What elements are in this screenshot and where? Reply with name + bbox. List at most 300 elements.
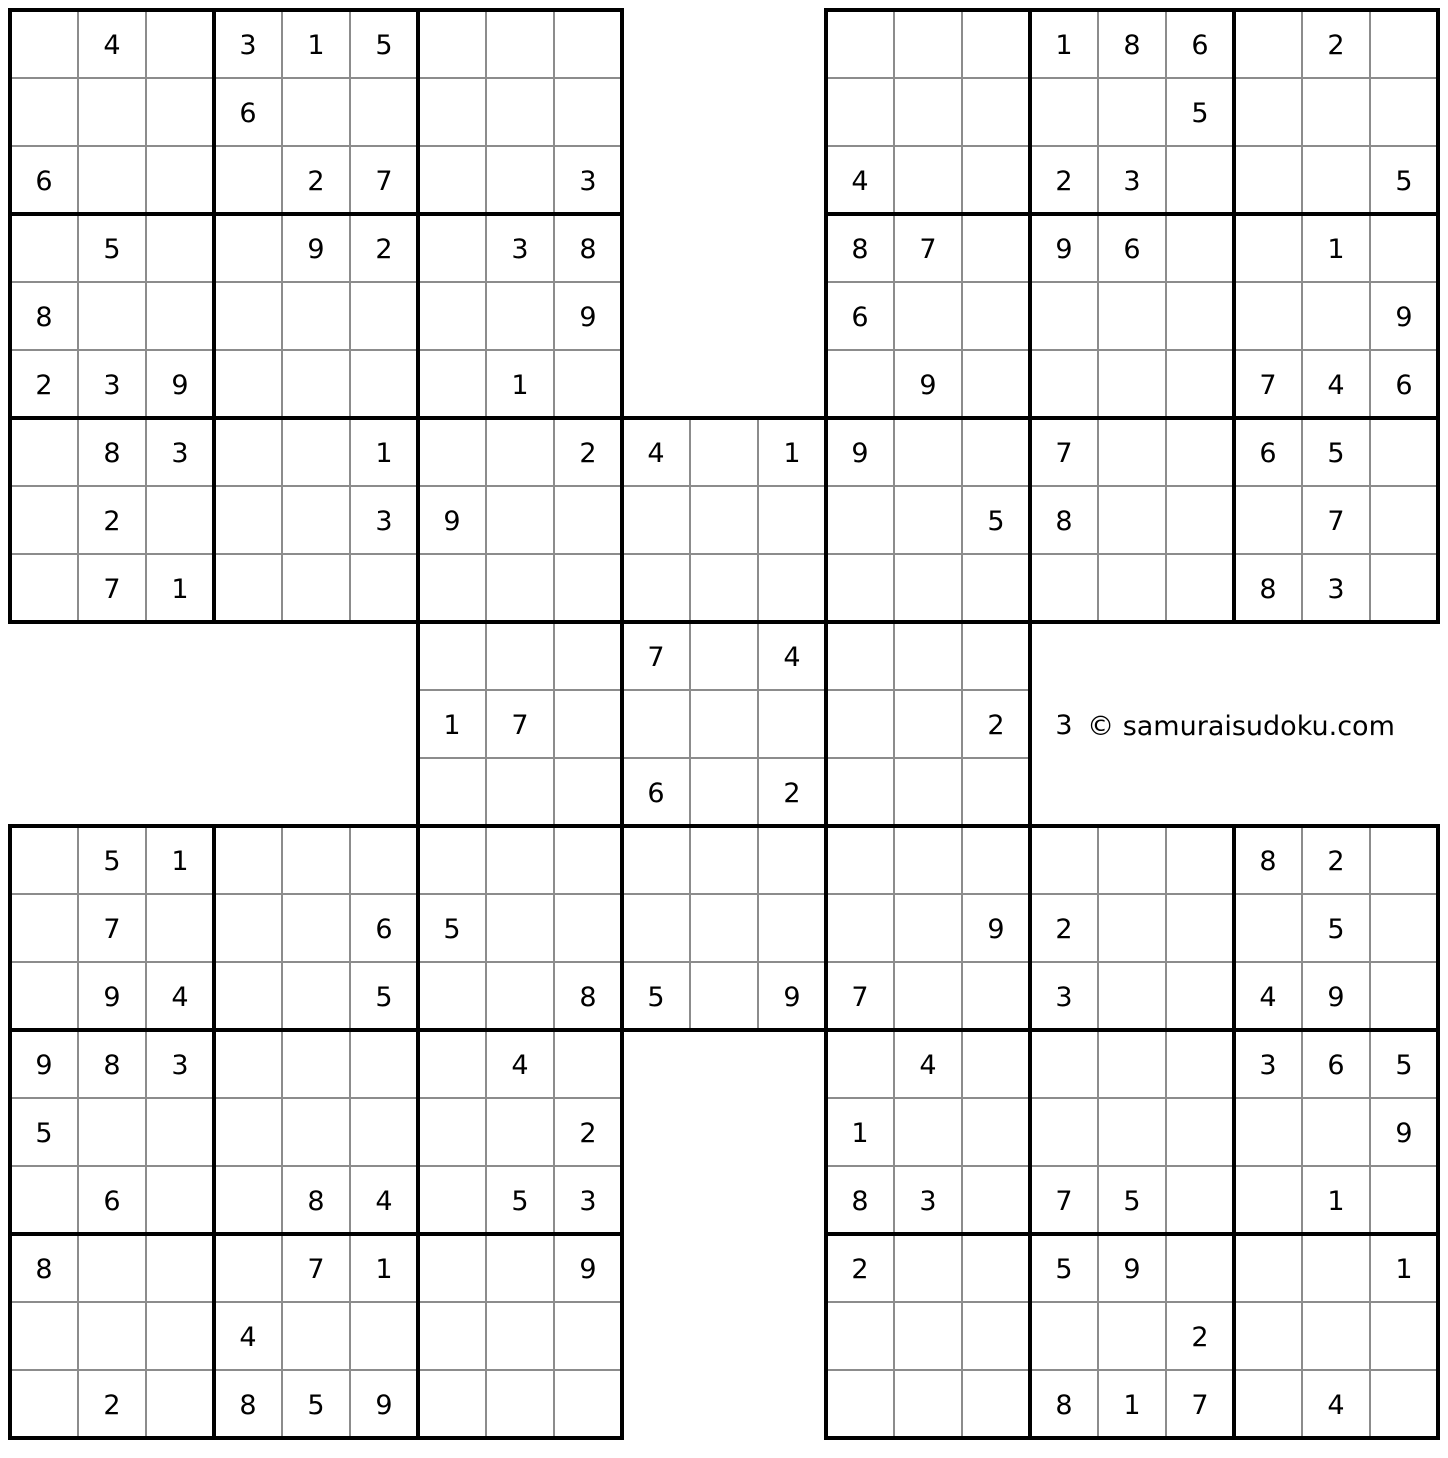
empty-cell[interactable] xyxy=(486,1370,554,1438)
empty-cell[interactable] xyxy=(554,350,622,418)
empty-cell[interactable] xyxy=(826,350,894,418)
empty-cell[interactable] xyxy=(894,418,962,486)
empty-cell[interactable] xyxy=(962,282,1030,350)
empty-cell[interactable] xyxy=(350,282,418,350)
empty-cell[interactable] xyxy=(418,1370,486,1438)
empty-cell[interactable] xyxy=(1302,78,1370,146)
empty-cell[interactable] xyxy=(554,1030,622,1098)
empty-cell[interactable] xyxy=(1166,962,1234,1030)
empty-cell[interactable] xyxy=(1166,1166,1234,1234)
empty-cell[interactable] xyxy=(554,894,622,962)
empty-cell[interactable] xyxy=(1166,282,1234,350)
empty-cell[interactable] xyxy=(10,10,78,78)
empty-cell[interactable] xyxy=(826,826,894,894)
empty-cell[interactable] xyxy=(486,826,554,894)
empty-cell[interactable] xyxy=(690,486,758,554)
empty-cell[interactable] xyxy=(1098,894,1166,962)
empty-cell[interactable] xyxy=(1234,1234,1302,1302)
cell-digit: 5 xyxy=(1327,438,1345,469)
empty-cell[interactable] xyxy=(962,622,1030,690)
empty-cell[interactable] xyxy=(962,350,1030,418)
cell-digit: 8 xyxy=(35,302,53,333)
cell-digit: 3 xyxy=(171,1050,189,1081)
empty-cell[interactable] xyxy=(1302,1098,1370,1166)
cell-digit: 9 xyxy=(171,370,189,401)
empty-cell[interactable] xyxy=(78,146,146,214)
empty-cell[interactable] xyxy=(826,758,894,826)
empty-cell[interactable] xyxy=(146,1166,214,1234)
empty-cell[interactable] xyxy=(350,554,418,622)
empty-cell[interactable] xyxy=(1234,1370,1302,1438)
empty-cell[interactable] xyxy=(10,1166,78,1234)
cell-digit: 2 xyxy=(1327,846,1345,877)
empty-cell[interactable] xyxy=(1370,826,1438,894)
cell-digit: 5 xyxy=(35,1118,53,1149)
empty-cell[interactable] xyxy=(1370,1370,1438,1438)
empty-cell[interactable] xyxy=(1030,1030,1098,1098)
empty-cell[interactable] xyxy=(486,486,554,554)
empty-cell[interactable] xyxy=(1166,826,1234,894)
empty-cell[interactable] xyxy=(1166,146,1234,214)
empty-cell[interactable] xyxy=(1030,78,1098,146)
empty-cell[interactable] xyxy=(894,1234,962,1302)
cell-digit: 3 xyxy=(239,30,257,61)
empty-cell[interactable] xyxy=(758,894,826,962)
empty-cell[interactable] xyxy=(826,78,894,146)
cell-digit: 5 xyxy=(375,30,393,61)
empty-cell[interactable] xyxy=(78,78,146,146)
empty-cell[interactable] xyxy=(486,1302,554,1370)
empty-cell[interactable] xyxy=(1234,282,1302,350)
cell-digit: 2 xyxy=(103,1390,121,1421)
empty-cell[interactable] xyxy=(146,1234,214,1302)
cell-digit: 3 xyxy=(1055,982,1073,1013)
cell-digit: 5 xyxy=(647,982,665,1013)
empty-cell[interactable] xyxy=(214,1234,282,1302)
empty-cell[interactable] xyxy=(1370,418,1438,486)
empty-cell[interactable] xyxy=(622,826,690,894)
empty-cell[interactable] xyxy=(418,758,486,826)
cell-digit: 8 xyxy=(307,1186,325,1217)
empty-cell[interactable] xyxy=(894,554,962,622)
empty-cell[interactable] xyxy=(146,214,214,282)
empty-cell[interactable] xyxy=(10,214,78,282)
empty-cell[interactable] xyxy=(78,1098,146,1166)
empty-cell[interactable] xyxy=(622,894,690,962)
empty-cell[interactable] xyxy=(1370,10,1438,78)
empty-cell[interactable] xyxy=(894,758,962,826)
empty-cell[interactable] xyxy=(1166,1098,1234,1166)
empty-cell[interactable] xyxy=(554,10,622,78)
cell-digit: 2 xyxy=(783,778,801,809)
empty-cell[interactable] xyxy=(350,1030,418,1098)
empty-cell[interactable] xyxy=(1166,486,1234,554)
empty-cell[interactable] xyxy=(894,146,962,214)
empty-cell[interactable] xyxy=(214,1166,282,1234)
empty-cell[interactable] xyxy=(894,690,962,758)
cell-digit: 3 xyxy=(375,506,393,537)
empty-cell[interactable] xyxy=(486,894,554,962)
cell-digit: 7 xyxy=(1191,1390,1209,1421)
empty-cell[interactable] xyxy=(146,146,214,214)
empty-cell[interactable] xyxy=(554,826,622,894)
empty-cell[interactable] xyxy=(1370,1166,1438,1234)
empty-cell[interactable] xyxy=(894,1098,962,1166)
empty-cell[interactable] xyxy=(894,962,962,1030)
empty-cell[interactable] xyxy=(1370,214,1438,282)
empty-cell[interactable] xyxy=(758,826,826,894)
empty-cell[interactable] xyxy=(690,758,758,826)
empty-cell[interactable] xyxy=(282,826,350,894)
empty-cell[interactable] xyxy=(486,962,554,1030)
empty-cell[interactable] xyxy=(282,1098,350,1166)
empty-cell[interactable] xyxy=(146,282,214,350)
cell-digit: 9 xyxy=(579,302,597,333)
empty-cell[interactable] xyxy=(758,690,826,758)
empty-cell[interactable] xyxy=(554,690,622,758)
empty-cell[interactable] xyxy=(486,10,554,78)
cell-digit: 2 xyxy=(579,438,597,469)
empty-cell[interactable] xyxy=(622,554,690,622)
empty-cell[interactable] xyxy=(962,1166,1030,1234)
empty-cell[interactable] xyxy=(1302,1302,1370,1370)
empty-cell[interactable] xyxy=(826,1302,894,1370)
empty-cell[interactable] xyxy=(486,282,554,350)
cell-digit: 7 xyxy=(511,710,529,741)
empty-cell[interactable] xyxy=(690,554,758,622)
empty-cell[interactable] xyxy=(10,78,78,146)
empty-cell[interactable] xyxy=(962,1234,1030,1302)
cell-digit: 5 xyxy=(1055,1254,1073,1285)
empty-cell[interactable] xyxy=(1166,418,1234,486)
empty-cell[interactable] xyxy=(962,418,1030,486)
empty-cell[interactable] xyxy=(214,1098,282,1166)
cell-digit: 4 xyxy=(1327,370,1345,401)
empty-cell[interactable] xyxy=(1370,486,1438,554)
empty-cell[interactable] xyxy=(10,962,78,1030)
empty-cell[interactable] xyxy=(1030,826,1098,894)
empty-cell[interactable] xyxy=(1098,1098,1166,1166)
empty-cell[interactable] xyxy=(690,622,758,690)
empty-cell[interactable] xyxy=(1030,350,1098,418)
empty-cell[interactable] xyxy=(554,622,622,690)
empty-cell[interactable] xyxy=(282,1030,350,1098)
empty-cell[interactable] xyxy=(146,10,214,78)
empty-cell[interactable] xyxy=(1166,894,1234,962)
empty-cell[interactable] xyxy=(282,78,350,146)
cell-digit: 8 xyxy=(103,438,121,469)
cell-digit: 7 xyxy=(851,982,869,1013)
empty-cell[interactable] xyxy=(418,282,486,350)
empty-cell[interactable] xyxy=(1234,146,1302,214)
cell-digit: 3 xyxy=(103,370,121,401)
empty-cell[interactable] xyxy=(1030,1098,1098,1166)
empty-cell[interactable] xyxy=(962,1098,1030,1166)
empty-cell[interactable] xyxy=(214,418,282,486)
empty-cell[interactable] xyxy=(554,554,622,622)
empty-cell[interactable] xyxy=(418,10,486,78)
empty-cell[interactable] xyxy=(418,962,486,1030)
cell-digit: 2 xyxy=(987,710,1005,741)
empty-cell[interactable] xyxy=(418,350,486,418)
empty-cell[interactable] xyxy=(486,622,554,690)
empty-cell[interactable] xyxy=(1166,554,1234,622)
empty-cell[interactable] xyxy=(826,622,894,690)
empty-cell[interactable] xyxy=(1234,1302,1302,1370)
empty-cell[interactable] xyxy=(826,894,894,962)
empty-cell[interactable] xyxy=(1370,962,1438,1030)
cell-digit: 6 xyxy=(35,166,53,197)
cell-digit: 3 xyxy=(511,234,529,265)
empty-cell[interactable] xyxy=(486,1234,554,1302)
empty-cell[interactable] xyxy=(214,962,282,1030)
empty-cell[interactable] xyxy=(10,1370,78,1438)
empty-cell[interactable] xyxy=(418,78,486,146)
cell-digit: 6 xyxy=(1123,234,1141,265)
empty-cell[interactable] xyxy=(1098,486,1166,554)
empty-cell[interactable] xyxy=(962,1030,1030,1098)
cell-digit: 8 xyxy=(579,234,597,265)
cell-digit: 9 xyxy=(1327,982,1345,1013)
empty-cell[interactable] xyxy=(10,554,78,622)
empty-cell[interactable] xyxy=(486,418,554,486)
empty-cell[interactable] xyxy=(1098,78,1166,146)
cell-digit: 5 xyxy=(103,846,121,877)
cell-digit: 1 xyxy=(1327,1186,1345,1217)
empty-cell[interactable] xyxy=(1234,1166,1302,1234)
empty-cell[interactable] xyxy=(146,78,214,146)
empty-cell[interactable] xyxy=(418,1166,486,1234)
empty-cell[interactable] xyxy=(1234,1098,1302,1166)
cell-digit: 9 xyxy=(783,982,801,1013)
empty-cell[interactable] xyxy=(962,78,1030,146)
empty-cell[interactable] xyxy=(962,1302,1030,1370)
empty-cell[interactable] xyxy=(1098,962,1166,1030)
empty-cell[interactable] xyxy=(350,826,418,894)
cell-digit: 1 xyxy=(307,30,325,61)
empty-cell[interactable] xyxy=(350,78,418,146)
cell-digit: 4 xyxy=(103,30,121,61)
empty-cell[interactable] xyxy=(1234,78,1302,146)
empty-cell[interactable] xyxy=(282,554,350,622)
empty-cell[interactable] xyxy=(418,622,486,690)
empty-cell[interactable] xyxy=(10,1302,78,1370)
empty-cell[interactable] xyxy=(1098,282,1166,350)
empty-cell[interactable] xyxy=(418,1098,486,1166)
empty-cell[interactable] xyxy=(962,10,1030,78)
empty-cell[interactable] xyxy=(690,690,758,758)
empty-cell[interactable] xyxy=(282,486,350,554)
empty-cell[interactable] xyxy=(1166,214,1234,282)
empty-cell[interactable] xyxy=(282,282,350,350)
cell-digit: 6 xyxy=(647,778,665,809)
empty-cell[interactable] xyxy=(418,418,486,486)
cell-digit: 9 xyxy=(307,234,325,265)
empty-cell[interactable] xyxy=(826,1030,894,1098)
empty-cell[interactable] xyxy=(10,486,78,554)
empty-cell[interactable] xyxy=(962,962,1030,1030)
empty-cell[interactable] xyxy=(282,894,350,962)
empty-cell[interactable] xyxy=(78,282,146,350)
empty-cell[interactable] xyxy=(486,1098,554,1166)
cell-digit: 3 xyxy=(579,1186,597,1217)
empty-cell[interactable] xyxy=(10,894,78,962)
empty-cell[interactable] xyxy=(690,962,758,1030)
empty-cell[interactable] xyxy=(758,554,826,622)
empty-cell[interactable] xyxy=(826,554,894,622)
empty-cell[interactable] xyxy=(1030,554,1098,622)
cell-digit: 3 xyxy=(1259,1050,1277,1081)
cell-digit: 2 xyxy=(1191,1322,1209,1353)
copyright-text: © samuraisudoku.com xyxy=(1087,711,1395,742)
empty-cell[interactable] xyxy=(350,1302,418,1370)
empty-cell[interactable] xyxy=(418,1234,486,1302)
empty-cell[interactable] xyxy=(486,146,554,214)
empty-cell[interactable] xyxy=(10,826,78,894)
empty-cell[interactable] xyxy=(418,1030,486,1098)
empty-cell[interactable] xyxy=(962,214,1030,282)
empty-cell[interactable] xyxy=(758,486,826,554)
empty-cell[interactable] xyxy=(826,1370,894,1438)
empty-cell[interactable] xyxy=(962,1370,1030,1438)
cell-digit: 4 xyxy=(783,642,801,673)
empty-cell[interactable] xyxy=(1302,146,1370,214)
empty-cell[interactable] xyxy=(690,418,758,486)
empty-cell[interactable] xyxy=(1166,350,1234,418)
empty-cell[interactable] xyxy=(894,10,962,78)
empty-cell[interactable] xyxy=(894,826,962,894)
empty-cell[interactable] xyxy=(554,486,622,554)
empty-cell[interactable] xyxy=(418,826,486,894)
empty-cell[interactable] xyxy=(554,758,622,826)
empty-cell[interactable] xyxy=(826,690,894,758)
empty-cell[interactable] xyxy=(962,758,1030,826)
empty-cell[interactable] xyxy=(894,1302,962,1370)
cell-digit: 2 xyxy=(35,370,53,401)
empty-cell[interactable] xyxy=(486,554,554,622)
cell-digit: 3 xyxy=(171,438,189,469)
cell-digit: 2 xyxy=(1327,30,1345,61)
empty-cell[interactable] xyxy=(214,214,282,282)
empty-cell[interactable] xyxy=(1234,214,1302,282)
empty-cell[interactable] xyxy=(1098,350,1166,418)
empty-cell[interactable] xyxy=(282,1302,350,1370)
cell-digit: 1 xyxy=(511,370,529,401)
empty-cell[interactable] xyxy=(10,418,78,486)
cell-digit: 8 xyxy=(1055,1390,1073,1421)
empty-cell[interactable] xyxy=(1166,1234,1234,1302)
empty-cell[interactable] xyxy=(894,1370,962,1438)
empty-cell[interactable] xyxy=(1098,554,1166,622)
empty-cell[interactable] xyxy=(214,894,282,962)
cell-digit: 9 xyxy=(375,1390,393,1421)
empty-cell[interactable] xyxy=(1370,554,1438,622)
empty-cell[interactable] xyxy=(1234,894,1302,962)
empty-cell[interactable] xyxy=(1030,282,1098,350)
empty-cell[interactable] xyxy=(214,486,282,554)
empty-cell[interactable] xyxy=(826,486,894,554)
empty-cell[interactable] xyxy=(1234,486,1302,554)
empty-cell[interactable] xyxy=(146,486,214,554)
empty-cell[interactable] xyxy=(1234,10,1302,78)
empty-cell[interactable] xyxy=(214,1030,282,1098)
cell-digit: 7 xyxy=(1055,1186,1073,1217)
empty-cell[interactable] xyxy=(486,78,554,146)
empty-cell[interactable] xyxy=(1098,826,1166,894)
empty-cell[interactable] xyxy=(350,350,418,418)
empty-cell[interactable] xyxy=(894,894,962,962)
empty-cell[interactable] xyxy=(1098,1030,1166,1098)
empty-cell[interactable] xyxy=(1098,418,1166,486)
cell-digit: 2 xyxy=(579,1118,597,1149)
cell-digit: 1 xyxy=(443,710,461,741)
empty-cell[interactable] xyxy=(418,214,486,282)
empty-cell[interactable] xyxy=(418,1302,486,1370)
empty-cell[interactable] xyxy=(418,146,486,214)
empty-cell[interactable] xyxy=(486,758,554,826)
cell-digit: 8 xyxy=(35,1254,53,1285)
empty-cell[interactable] xyxy=(622,486,690,554)
empty-cell[interactable] xyxy=(282,350,350,418)
empty-cell[interactable] xyxy=(554,78,622,146)
empty-cell[interactable] xyxy=(78,1302,146,1370)
empty-cell[interactable] xyxy=(1030,1302,1098,1370)
cell-digit: 3 xyxy=(919,1186,937,1217)
empty-cell[interactable] xyxy=(690,826,758,894)
empty-cell[interactable] xyxy=(894,622,962,690)
empty-cell[interactable] xyxy=(554,1302,622,1370)
empty-cell[interactable] xyxy=(78,1234,146,1302)
empty-cell[interactable] xyxy=(1098,1302,1166,1370)
cell-digit: 6 xyxy=(1395,370,1413,401)
empty-cell[interactable] xyxy=(282,962,350,1030)
empty-cell[interactable] xyxy=(214,554,282,622)
empty-cell[interactable] xyxy=(1370,1302,1438,1370)
empty-cell[interactable] xyxy=(894,78,962,146)
empty-cell[interactable] xyxy=(214,826,282,894)
cell-digit: 9 xyxy=(919,370,937,401)
empty-cell[interactable] xyxy=(690,894,758,962)
empty-cell[interactable] xyxy=(1302,282,1370,350)
empty-cell[interactable] xyxy=(146,894,214,962)
empty-cell[interactable] xyxy=(894,282,962,350)
empty-cell[interactable] xyxy=(554,1370,622,1438)
empty-cell[interactable] xyxy=(146,1370,214,1438)
empty-cell[interactable] xyxy=(894,486,962,554)
empty-cell[interactable] xyxy=(214,146,282,214)
empty-cell[interactable] xyxy=(146,1098,214,1166)
empty-cell[interactable] xyxy=(962,146,1030,214)
cell-digit: 6 xyxy=(1259,438,1277,469)
empty-cell[interactable] xyxy=(1370,78,1438,146)
empty-cell[interactable] xyxy=(214,350,282,418)
empty-cell[interactable] xyxy=(962,826,1030,894)
cell-digit: 5 xyxy=(1395,166,1413,197)
empty-cell[interactable] xyxy=(962,554,1030,622)
empty-cell[interactable] xyxy=(418,554,486,622)
empty-cell[interactable] xyxy=(214,282,282,350)
empty-cell[interactable] xyxy=(282,418,350,486)
empty-cell[interactable] xyxy=(826,10,894,78)
empty-cell[interactable] xyxy=(146,1302,214,1370)
empty-cell[interactable] xyxy=(1302,1234,1370,1302)
cell-digit: 5 xyxy=(1327,914,1345,945)
empty-cell[interactable] xyxy=(1370,894,1438,962)
empty-cell[interactable] xyxy=(350,1098,418,1166)
empty-cell[interactable] xyxy=(1166,1030,1234,1098)
empty-cell[interactable] xyxy=(622,690,690,758)
cell-digit: 6 xyxy=(375,914,393,945)
